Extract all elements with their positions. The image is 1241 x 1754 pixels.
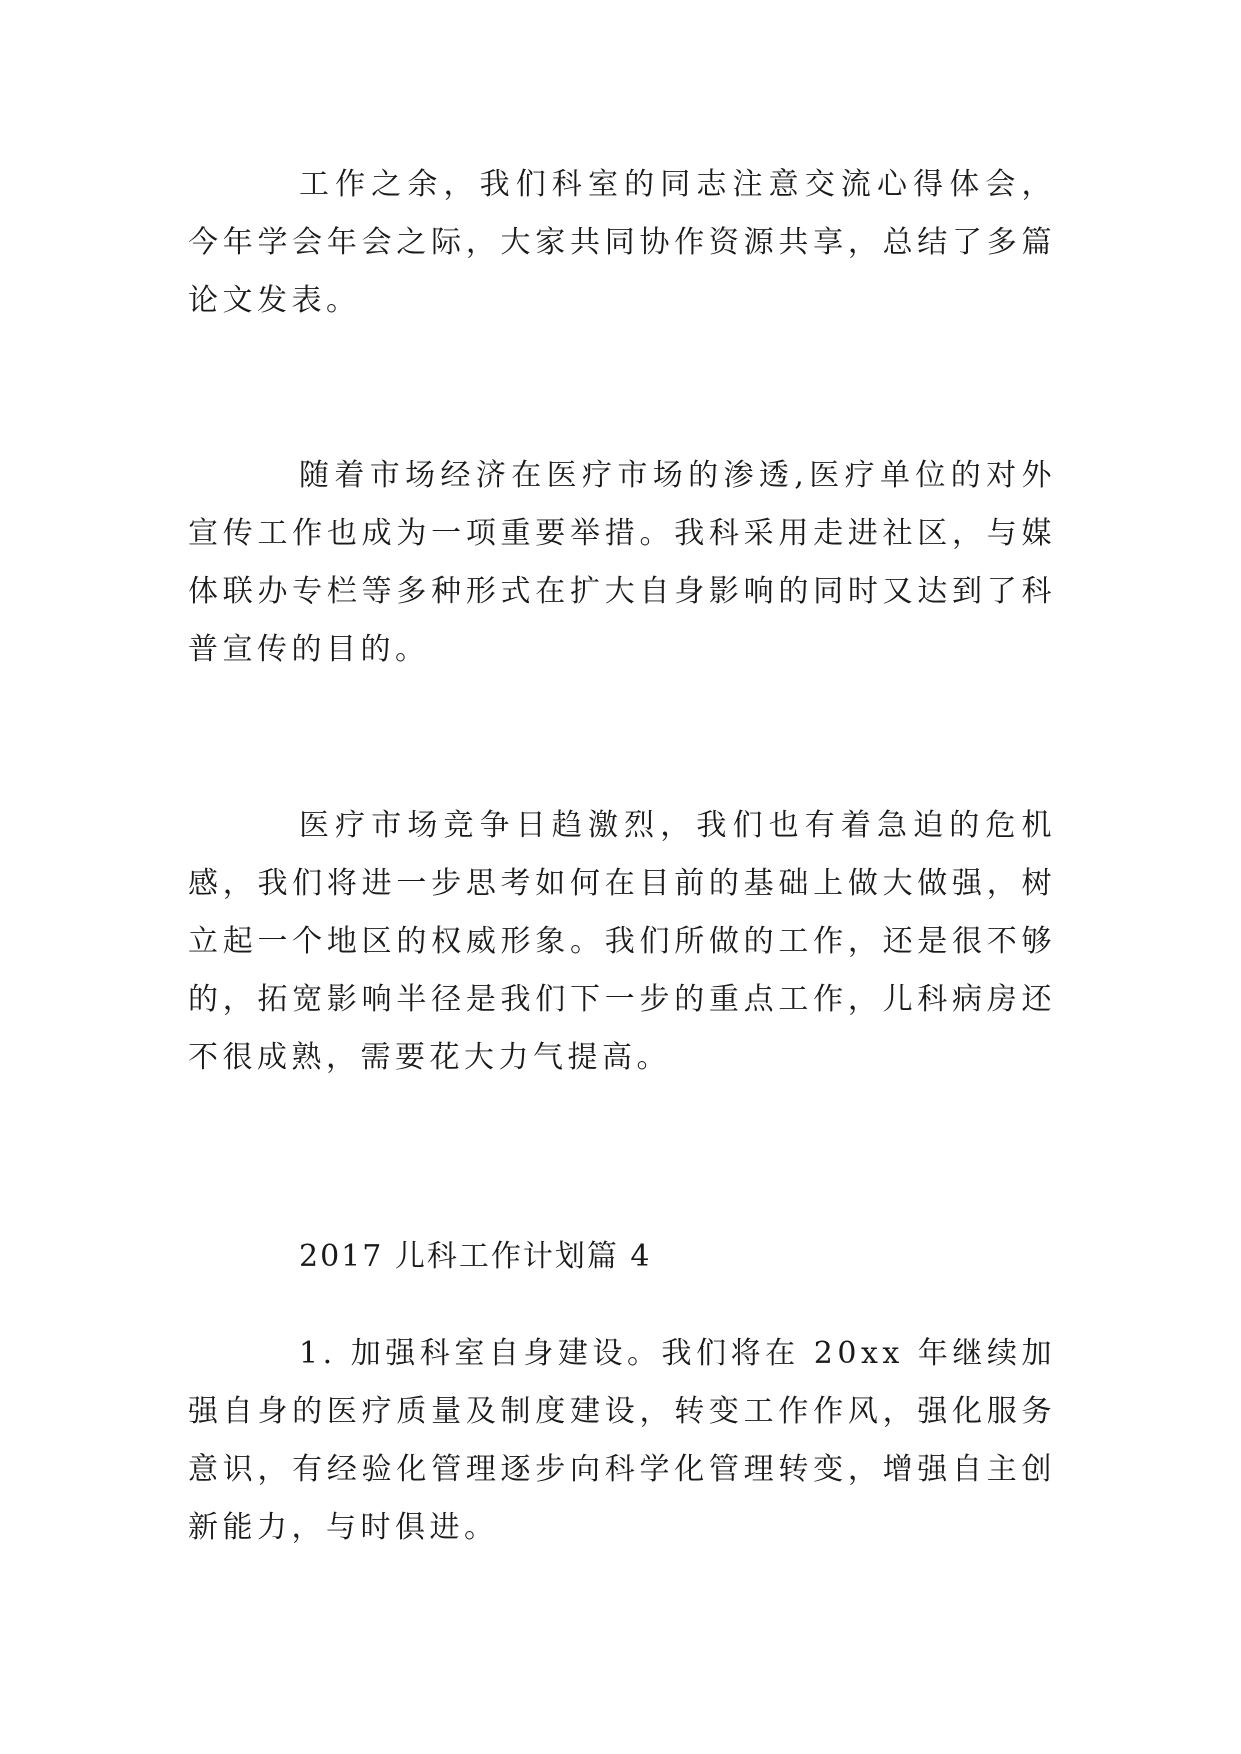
paragraph-publicity-work: 随着市场经济在医疗市场的渗透,医疗单位的对外宣传工作也成为一项重要举措。我科采用走进社区，与媒体联办专栏等多种形式在扩大自身影响的同时又达到了科普宣传的目的。 — [188, 458, 1056, 667]
paragraph-market-competition: 医疗市场竞争日趋激烈，我们也有着急迫的危机感，我们将进一步思考如何在目前的基础上做大做强，树立起一个地区的权威形象。我们所做的工作，还是很不够的，拓宽影响半径是我们下一步的重点工作，儿科病房还不很成熟，需要花大力气提高。 — [188, 808, 1056, 1075]
list-item-strengthen-department: 1. 加强科室自身建设。我们将在 20xx 年继续加强自身的医疗质量及制度建设，转变工作作风，强化服务意识，有经验化管理逐步向科学化管理转变，增强自主创新能力，与时俱进。 — [188, 1336, 1056, 1545]
section-heading: 2017 儿科工作计划篇 4 — [299, 1239, 652, 1274]
paragraph-exchange-experience: 工作之余，我们科室的同志注意交流心得体会，今年学会年会之际，大家共同协作资源共享，总结了多篇论文发表。 — [188, 167, 1056, 318]
